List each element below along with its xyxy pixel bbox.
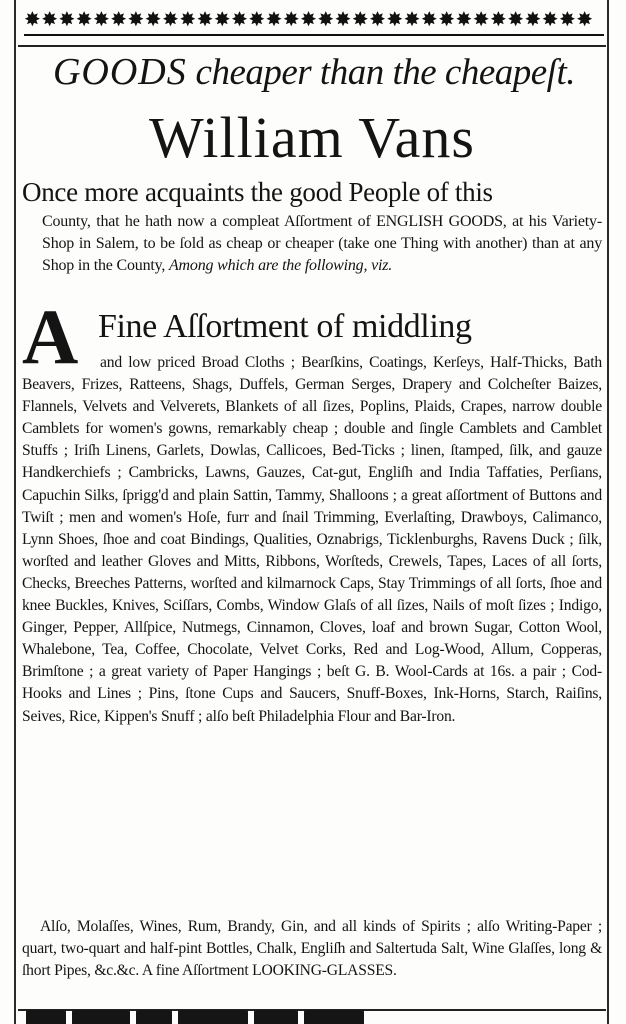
right-column-rule [607, 0, 609, 1024]
intro-viz-text: Among which are the following, viz. [168, 257, 393, 274]
tagline-caps: GOODS [52, 51, 187, 93]
also-paragraph: Alſo, Molaſſes, Wines, Rum, Brandy, Gin, and all kinds of Spirits ; alſo Writing-Paper ; quart, two-quart and half-pint Bottles, Chalk, Engliſh and Saltertuda Salt, Wine Glaſſes, long & ſhort Pipes, &c.&c. A fine Aſſortment LOOKING-GLASSES. [22, 918, 602, 980]
header-rule [18, 45, 606, 47]
left-column-rule [14, 0, 16, 1024]
cut-off-next-line [26, 1010, 426, 1024]
merchant-name: William Vans [149, 105, 475, 170]
goods-list-paragraph: and low priced Broad Cloths ; Bearſkins, Coatings, Kerſeys, Half-Thicks, Bath Beavers, Frizes, Ratteens, Shags, Duffels, German Serges, Drapery and Colcheſter Baizes, Flannels, Velvets and Velverets, Blankets of all ſizes, Poplins, Plaids, Crapes, narrow double Camblets for women's gowns, remarkably cheap ; double and ſingle Camblets and Camblet Stuffs ; Iriſh Linens, Garlets, Dowlas, Callicoes, Bed-Ticks ; linen, ſtamped, ſilk, and gauze Handkerchiefs ; Cambricks, Lawns, Gauzes, Cat-gut, Engliſh and India Taffaties, Perſians, Capuchin Silks, ſprigg'd and plain Sattin, Tammy, Shalloons ; a great aſſortment of Buttons and Twiſt ; men and women's Hoſe, furr and ſnail Trimming, Everlaſting, Drawboys, Calimanco, Lynn Shoes, ſhoe and coat Bindings, Qualities, Oznabrigs, Ticklenburghs, Ravens Duck ; ſilk, worſted and leather Gloves and Mitts, Ribbons, Worſteds, Crewels, Tapes, Laces of all ſorts, Checks, Breeches Patterns, worſted and kilmarnock Caps, Stay Trimmings of all ſorts, ſhoe and knee Buckles, Knives, Sciſſars, Combs, Window Glaſs of all ſizes, Nails of moſt ſizes ; Indigo, Ginger, Pepper, Allſpice, Nutmegs, Cinnamon, Cloves, loaf and brown Sugar, Cotton Wool, Whalebone, Tea, Coffee, Chocolate, Velvet Corks, Red and Log-Wood, Allum, Copperas, Brimſtone ; a great variety of Paper Hangings ; beſt G. B. Wool-Cards at 16s. a pair ; Cod-Hooks and Lines ; Pins, ſtone Cups and Saucers, Snuff-Boxes, Ink-Horns, Starch, Raiſins, Seives, Rice, Kippen's Snuff ; alſo beſt Philadelphia Flour and Bar-Iron. [22, 354, 602, 725]
drop-cap: A [22, 293, 79, 380]
advert-tagline [22, 48, 606, 97]
advert-lead-line: Once more acquaints the good People of this [22, 177, 493, 207]
tagline-rest: cheaper than the cheapeſt. [195, 52, 575, 93]
intro-paragraph [22, 211, 602, 301]
assortment-heading: Fine Aſſortment of middling [98, 308, 472, 345]
intro-main-text: County, that he hath now a compleat Aſſortment of ENGLISH GOODS, at his Variety-Shop in Salem, to be ſold as cheap or cheaper (take one Thing with another) than at any Shop in the County, [42, 213, 602, 274]
star-ornament-border: ✸✸✸✸✸✸✸✸✸✸✸✸✸✸✸✸✸✸✸✸✸✸✸✸✸✸✸✸✸✸✸✸✸ [24, 4, 604, 36]
